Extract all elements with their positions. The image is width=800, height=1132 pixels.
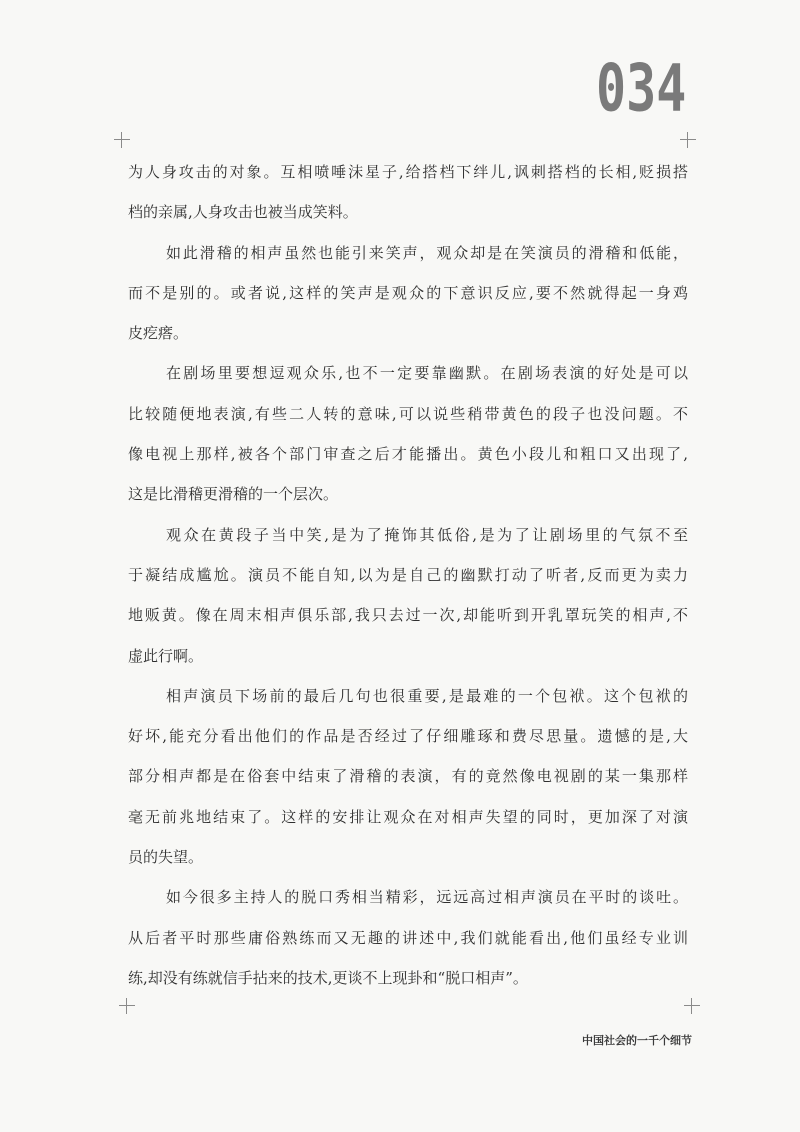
text-line: 这是比滑稽更滑稽的一个层次。 xyxy=(128,485,339,504)
text-line: 而不是别的。或者说,这样的笑声是观众的下意识反应,要不然就得起一身鸡 xyxy=(128,283,688,302)
text-line: 练,却没有练就信手拈来的技术,更谈不上现卦和“脱口相声”。 xyxy=(128,968,528,987)
crop-mark-top-right xyxy=(680,132,696,148)
text-line: 如此滑稽的相声虽然也能引来笑声，观众却是在笑演员的滑稽和低能， xyxy=(166,243,688,262)
text-line: 员的失望。 xyxy=(128,848,204,867)
text-line: 观众在黄段子当中笑,是为了掩饰其低俗,是为了让剧场里的气氛不至 xyxy=(166,525,688,544)
text-line: 从后者平时那些庸俗熟练而又无趣的讲述中,我们就能看出,他们虽经专业训 xyxy=(128,928,688,947)
text-line: 好坏,能充分看出他们的作品是否经过了仔细雕琢和费尽思量。遗憾的是,大 xyxy=(128,727,688,746)
text-line: 地贩黄。像在周末相声俱乐部,我只去过一次,却能听到开乳罩玩笑的相声,不 xyxy=(128,606,688,625)
text-line: 皮疙瘩。 xyxy=(128,324,189,343)
page-number: 034 xyxy=(596,60,687,127)
text-line: 相声演员下场前的最后几句也很重要,是最难的一个包袱。这个包袱的 xyxy=(166,686,688,705)
body-text xyxy=(128,152,688,998)
text-line: 档的亲属,人身攻击也被当成笑料。 xyxy=(128,203,358,222)
text-line: 毫无前兆地结束了。这样的安排让观众在对相声失望的同时，更加深了对演 xyxy=(128,807,688,826)
text-line: 部分相声都是在俗套中结束了滑稽的表演，有的竟然像电视剧的某一集那样 xyxy=(128,767,688,786)
crop-mark-bottom-right xyxy=(684,998,700,1014)
text-line: 比较随便地表演,有些二人转的意味,可以说些稍带黄色的段子也没问题。不 xyxy=(128,404,688,423)
crop-mark-bottom-left xyxy=(119,998,135,1014)
crop-mark-top-left xyxy=(114,132,130,148)
book-title-footer: 中国社会的一千个细节 xyxy=(582,1034,692,1047)
text-line: 在剧场里要想逗观众乐,也不一定要靠幽默。在剧场表演的好处是可以 xyxy=(166,364,688,383)
text-line: 于凝结成尴尬。演员不能自知,以为是自己的幽默打动了听者,反而更为卖力 xyxy=(128,565,688,584)
text-line: 虚此行啊。 xyxy=(128,646,204,665)
text-line: 为人身攻击的对象。互相喷唾沫星子,给搭档下绊儿,讽刺搭档的长相,贬损搭 xyxy=(128,163,688,181)
text-line: 如今很多主持人的脱口秀相当精彩，远远高过相声演员在平时的谈吐。 xyxy=(166,888,688,907)
text-line: 像电视上那样,被各个部门审查之后才能播出。黄色小段儿和粗口又出现了, xyxy=(128,445,688,464)
